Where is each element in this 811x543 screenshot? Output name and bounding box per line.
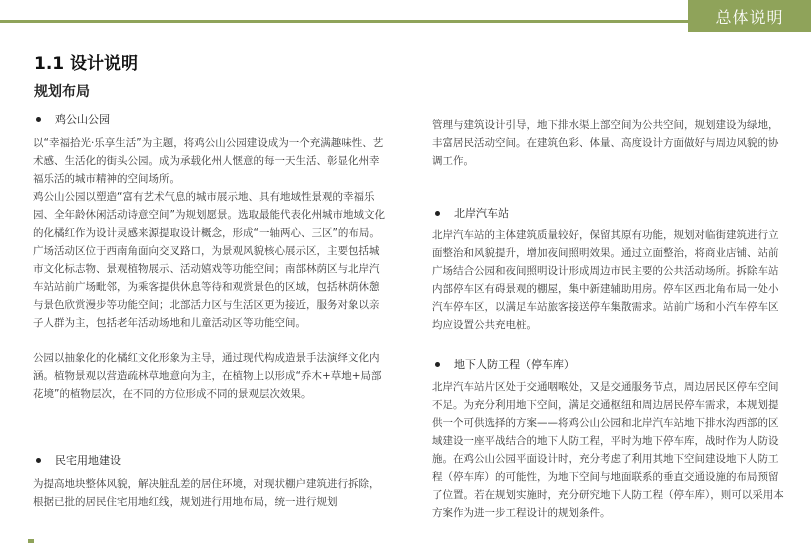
- paragraph-underground-parking: 北岸汽车站片区处于交通咽喉处，又是交通服务节点，周边居民区停车空间不足。为充分利用地下空间，满足交通枢纽和周边居民停车需求，本规划提供一个可供选择的方案——将鸡公山公园和北岸汽车站地下排水沟西部的区域建设一座平战结合的地下人防工程，平时为地下停车库，战时作为人防设施。在鸡公山公园平面设计时，充分考虑了利用其地下空间建设地下人防工程（停车库）的可能性，为地下空间与地面联系的垂直交通设施的布局预留了位置。若在规划实施时，充分研究地下人防工程（停车库），则可以采用本方案作为进一步工程设计的规划条件。: [432, 381, 784, 519]
- section-subtitle: 规划布局: [34, 84, 90, 100]
- paragraph-bus-station: 北岸汽车站的主体建筑质量较好，保留其原有功能，规划对临街建筑进行立面整治和风貌提升，增加夜间照明效果。通过立面整治，将商业店铺、站前广场结合公园和夜间照明设计形成周边市民主要的公共活动场所。拆除车站内部停车区有碍景观的棚屋，集中新建辅助用房。停车区西北角布局一处小汽车停车区，以满足车站旅客接送停车集散需求。站前广场和小汽车停车区均应设置公共充电桩。: [432, 229, 779, 331]
- bullet-heading-underground-parking-label: 地下人防工程（停车库）: [454, 358, 575, 371]
- header-tab: [688, 0, 811, 32]
- bullet-heading-park-label: 鸡公山公园: [55, 113, 110, 126]
- header-rule: [0, 20, 688, 23]
- bullet-icon: [435, 211, 440, 216]
- paragraph-park-plants: 公园以抽象化的化橘红文化形象为主导，通过现代构成造景手法演绎文化内涵。植物景观以营造疏林草地意向为主，在植物上以形成“乔木+草地+局部花境”的植物层次，在不同的方位形成不同的景观层次效果。: [33, 352, 382, 400]
- bullet-heading-underground-parking: [435, 356, 575, 372]
- bullet-icon: [435, 362, 440, 367]
- bullet-heading-park: [36, 111, 110, 127]
- bullet-heading-housing-label: 民宅用地建设: [55, 454, 121, 467]
- paragraph-housing: 为提高地块整体风貌，解决脏乱差的居住环境，对现状棚户建筑进行拆除，根据已批的居民住宅用地红线，规划进行用地布局，统一进行规划: [33, 478, 380, 508]
- header-tab-label: 总体说明: [715, 7, 784, 27]
- bullet-heading-bus-station: [435, 205, 509, 221]
- bullet-icon: [36, 117, 41, 122]
- paragraph-park-vision: 鸡公山公园以塑造“富有艺术气息的城市展示地、具有地域性景观的幸福乐园、全年龄休闲活动诗意空间”为规划愿景。选取最能代表化州城市地域文化的化橘红作为设计灵感来源提取设计概念，形成“一轴两心、三区”的布局。广场活动区位于西南角面向交叉路口，为景观风貌核心展示区，主要包括城市文化标志物、景观植物展示、活动嬉戏等功能空间；南部林荫区与北岸汽车站站前广场毗邻，为乘客提供休息等待和观赏景色的区域，包括林荫休憩与景色欣赏漫步等功能空间；北部活力区与生活区更为接近，服务对象以亲子人群为主，包括老年活动场地和儿童活动区等功能空间。: [33, 191, 385, 329]
- footer-accent: [28, 539, 34, 543]
- section-title: 1.1 设计说明: [34, 54, 139, 74]
- paragraph-park-theme: 以“幸福拾光·乐享生活”为主题，将鸡公山公园建设成为一个充满趣味性、艺术感、生活化的街头公园。成为承载化州人惬意的每一天生活、彰显化州幸福乐活的城市精神的空间场所。: [33, 137, 384, 185]
- paragraph-housing-continued: 管理与建筑设计引导，地下排水渠上部空间为公共空间，规划建设为绿地，丰富居民活动空间。在建筑色彩、体量、高度设计方面做好与周边风貌的协调工作。: [432, 119, 779, 167]
- bullet-heading-bus-station-label: 北岸汽车站: [454, 207, 509, 220]
- bullet-icon: [36, 458, 41, 463]
- bullet-heading-housing: [36, 452, 121, 468]
